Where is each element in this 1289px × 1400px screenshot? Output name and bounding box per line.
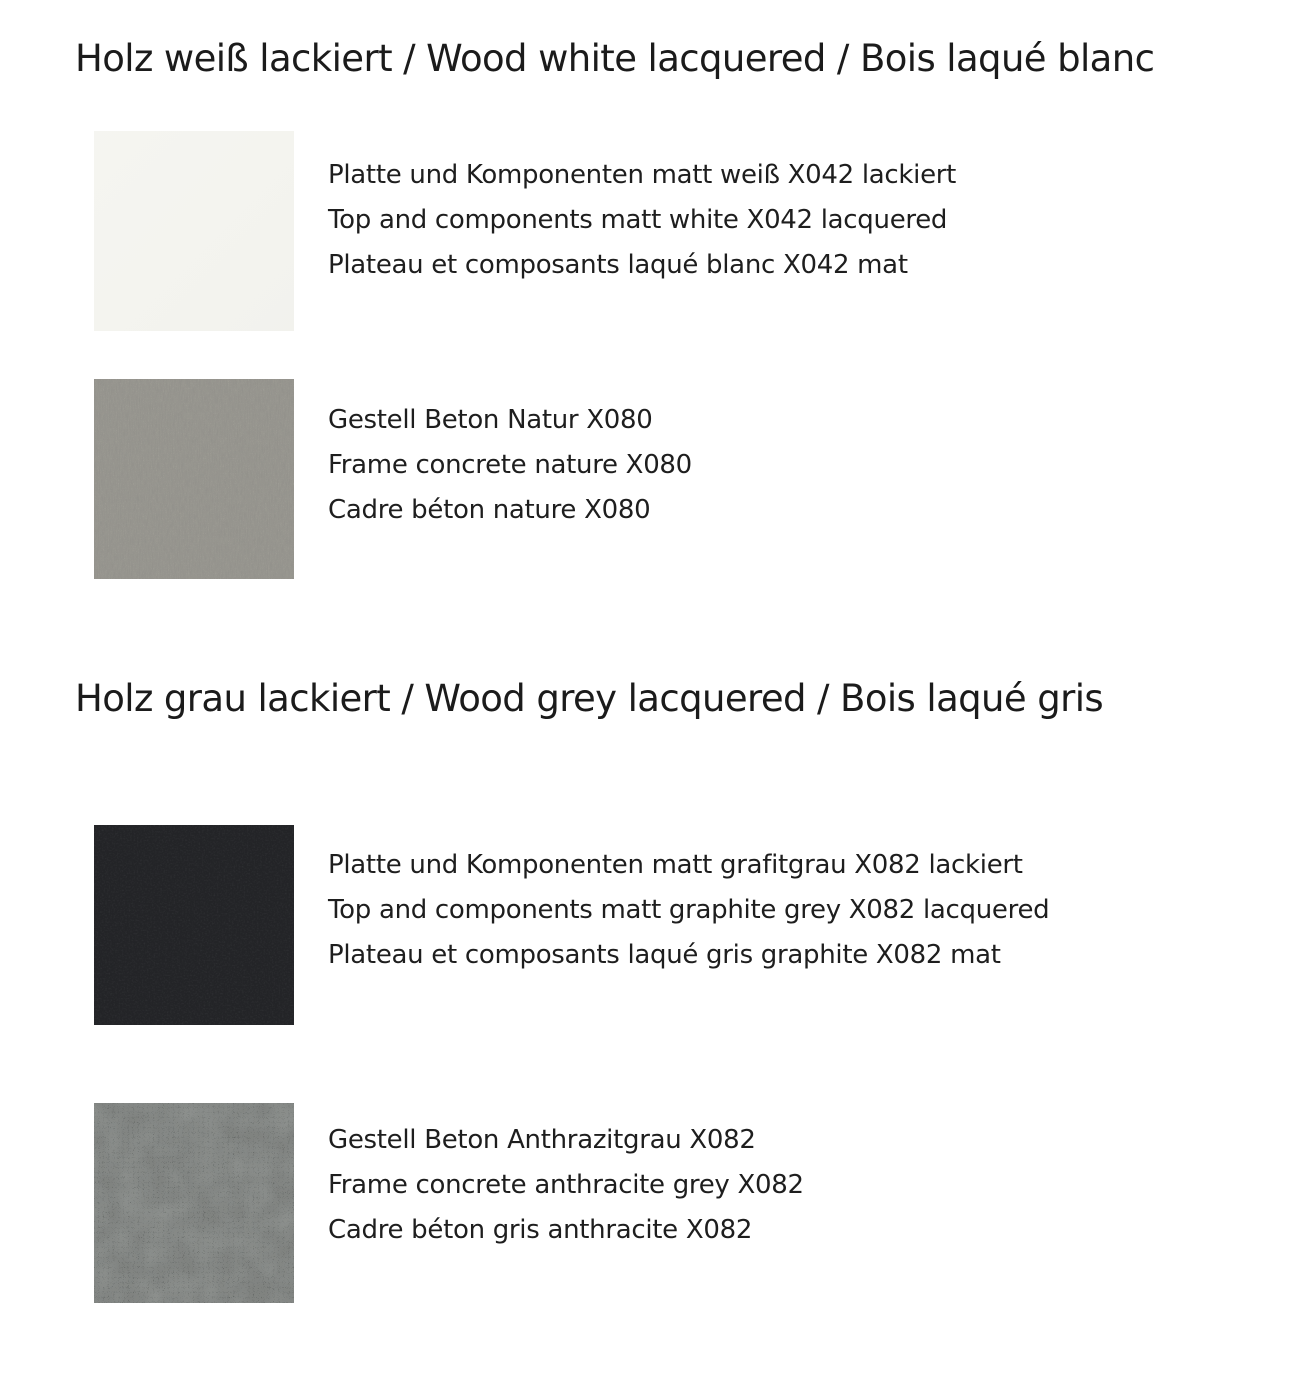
description-line-en: Top and components matt white X042 lacquered xyxy=(328,205,948,235)
description-line-fr: Plateau et composants laqué gris graphite X082 mat xyxy=(328,940,1001,970)
section-title-grey-lacquered: Holz grau lackiert / Wood grey lacquered / Bois laqué gris xyxy=(75,677,1104,720)
description-concrete-nature-x080 xyxy=(328,398,692,533)
swatch-concrete-anthracite-x082 xyxy=(94,1103,294,1303)
description-line-de: Gestell Beton Natur X080 xyxy=(328,405,653,435)
swatch-matt-graphite-x082 xyxy=(94,825,294,1025)
swatch-white-image xyxy=(94,131,294,331)
description-matt-graphite-x082 xyxy=(328,843,1049,978)
description-line-fr: Cadre béton nature X080 xyxy=(328,495,651,525)
swatch-concrete-nature-image xyxy=(94,379,294,579)
description-line-en: Frame concrete nature X080 xyxy=(328,450,692,480)
section-title-white-lacquered: Holz weiß lackiert / Wood white lacquered / Bois laqué blanc xyxy=(75,37,1155,80)
swatch-concrete-nature-x080 xyxy=(94,379,294,579)
description-line-de: Platte und Komponenten matt weiß X042 lackiert xyxy=(328,160,957,190)
swatch-matt-white-x042 xyxy=(94,131,294,331)
description-line-de: Gestell Beton Anthrazitgrau X082 xyxy=(328,1125,756,1155)
swatch-concrete-anthracite-image xyxy=(94,1103,294,1303)
description-line-en: Top and components matt graphite grey X082 lacquered xyxy=(328,895,1050,925)
description-line-en: Frame concrete anthracite grey X082 xyxy=(328,1170,804,1200)
description-line-de: Platte und Komponenten matt grafitgrau X082 lackiert xyxy=(328,850,1023,880)
description-matt-white-x042 xyxy=(328,153,956,288)
description-concrete-anthracite-x082 xyxy=(328,1118,804,1253)
swatch-graphite-image xyxy=(94,825,294,1025)
description-line-fr: Plateau et composants laqué blanc X042 mat xyxy=(328,250,908,280)
description-line-fr: Cadre béton gris anthracite X082 xyxy=(328,1215,753,1245)
